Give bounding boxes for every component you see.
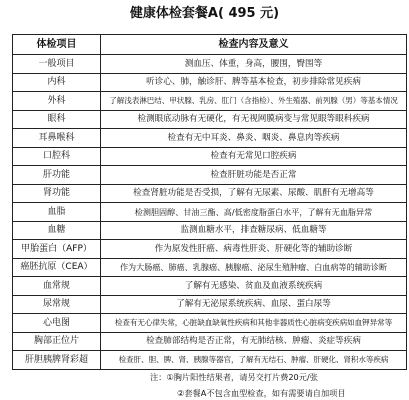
content-cell: 监测血糖水平，排查糖尿病、低血糖等 — [101, 221, 407, 240]
package-table — [12, 34, 407, 370]
content-cell: 了解浅表淋巴结、甲状腺、乳房、肛门（含指检）、外生殖器、前列腺（男）等基本情况 — [101, 92, 407, 111]
item-cell: 一般项目 — [13, 55, 101, 74]
content-cell: 检查肝、胆、脾、肾、胰腺等器官，了解有无结石、肿瘤、肝硬化、肾积水等疾病 — [101, 351, 407, 370]
item-cell: 血糖 — [13, 221, 101, 240]
table-row — [13, 332, 407, 351]
table-row — [13, 129, 407, 148]
footnote-chest-xray: 注：①胸片阳性结果者，请另交打片费20元/张 — [150, 372, 318, 382]
content-cell: 检查有无心律失常，心脏缺血缺氧性疾病和其他非器质性心脏病变疾病如血钾异常等 — [101, 314, 407, 333]
table-row — [13, 221, 407, 240]
content-cell: 了解有无感染、贫血及血液系统疾病 — [101, 277, 407, 296]
table-row — [13, 314, 407, 333]
header-content: 检查内容及意义 — [101, 35, 407, 55]
table-row — [13, 166, 407, 185]
content-cell: 检测眼底动脉有无硬化，有无视网膜病变与常见眼等眼科疾病 — [101, 110, 407, 129]
content-cell: 听诊心、肺，触诊肝、脾等基本检查，初步排除常见疾病 — [101, 73, 407, 92]
item-cell: 血常规 — [13, 277, 101, 296]
item-cell: 眼科 — [13, 110, 101, 129]
table-row — [13, 184, 407, 203]
item-cell: 尿常规 — [13, 295, 101, 314]
table-row — [13, 277, 407, 296]
table-row — [13, 240, 407, 259]
content-cell: 检查有无中耳炎、鼻炎、咽炎、鼻息肉等疾病 — [101, 129, 407, 148]
item-cell: 心电图 — [13, 314, 101, 333]
item-cell: 甲胎蛋白（AFP） — [13, 240, 101, 259]
content-cell: 检查肾脏功能是否受损，了解有无尿素、尿酸、肌酐有无增高等 — [101, 184, 407, 203]
table-header-row — [13, 35, 407, 55]
table-row — [13, 147, 407, 166]
table-row — [13, 73, 407, 92]
content-cell: 检查有无常见口腔疾病 — [101, 147, 407, 166]
content-cell: 了解有无泌尿系统疾病、血尿、蛋白尿等 — [101, 295, 407, 314]
header-item: 体检项目 — [13, 35, 101, 55]
item-cell: 肾功能 — [13, 184, 101, 203]
table-row — [13, 295, 407, 314]
item-cell: 内科 — [13, 73, 101, 92]
content-cell: 检查肝脏功能是否正常 — [101, 166, 407, 185]
content-cell: 检查肺部结构是否正常，有无肺结核、肿瘤、炎症等疾病 — [101, 332, 407, 351]
item-cell: 肝胆胰脾肾彩超 — [13, 351, 101, 370]
item-cell: 口腔科 — [13, 147, 101, 166]
item-cell: 血脂 — [13, 203, 101, 222]
item-cell: 外科 — [13, 92, 101, 111]
content-cell: 测血压、体重，身高，腰围，臀围等 — [101, 55, 407, 74]
item-cell: 癌胚抗原（CEA） — [13, 258, 101, 277]
item-cell: 胸部正位片 — [13, 332, 101, 351]
footnote-blood-type: ②套餐A不包含血型检查，如有需要请自加项目 — [177, 388, 346, 398]
item-cell: 耳鼻喉科 — [13, 129, 101, 148]
content-cell: 检测胆固醇、甘油三酯、高/低密度脂蛋白水平，了解有无血脂异常 — [101, 203, 407, 222]
table-row — [13, 203, 407, 222]
table-row — [13, 55, 407, 74]
table-row — [13, 92, 407, 111]
table-row — [13, 351, 407, 370]
content-cell: 作为原发性肝癌、病毒性肝炎、肝硬化等的辅助诊断 — [101, 240, 407, 259]
table-row — [13, 110, 407, 129]
page-title: 健康体检套餐A( 495 元) — [129, 6, 280, 21]
table-row — [13, 258, 407, 277]
item-cell: 肝功能 — [13, 166, 101, 185]
content-cell: 作为大肠癌、肺癌、乳腺癌、胰腺癌、泌尿生殖肿瘤、白血病等的辅助诊断 — [101, 258, 407, 277]
